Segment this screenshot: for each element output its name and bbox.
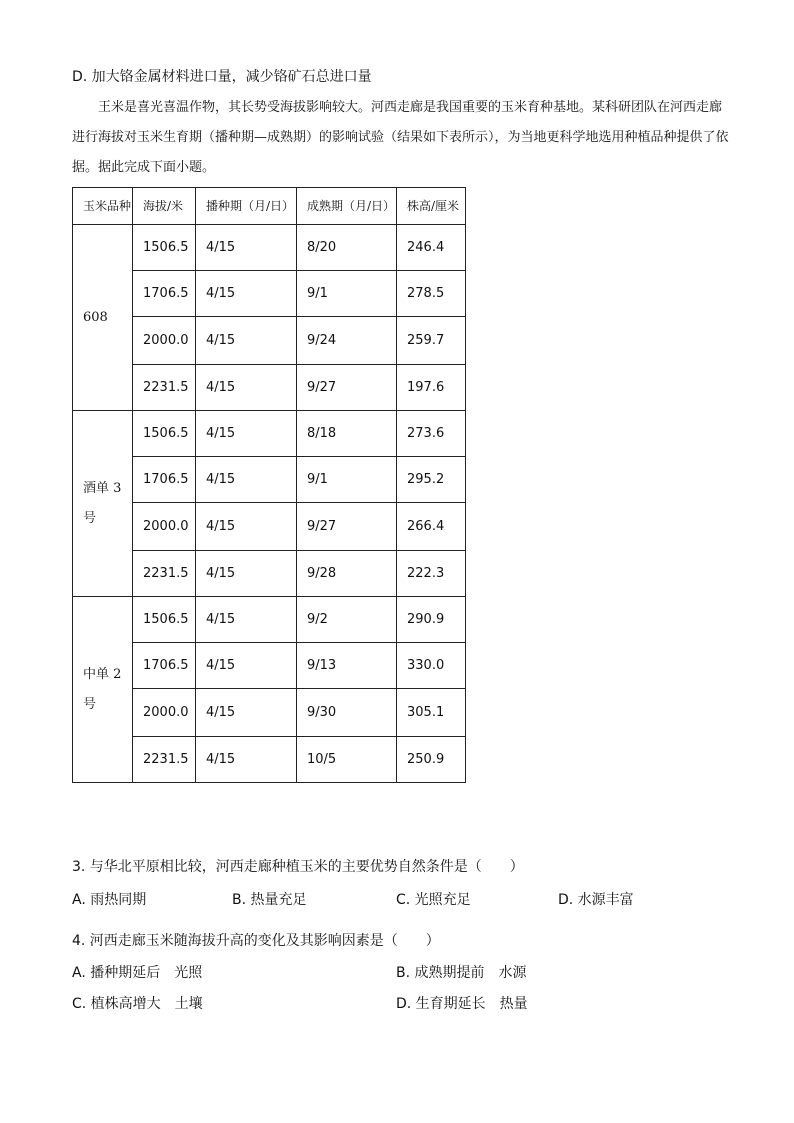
altitude-cell: 1506.5 [133, 225, 196, 271]
sowing-date-cell: 4/15 [196, 271, 297, 317]
previous-option-d: D. 加大铬金属材料进口量，减少铬矿石总进口量 [72, 69, 372, 85]
maturity-date-cell: 8/20 [297, 225, 397, 271]
sowing-date-cell: 4/15 [196, 411, 297, 457]
plant-height-cell: 259.7 [397, 317, 466, 365]
sowing-date-cell: 4/15 [196, 457, 297, 503]
sowing-date-cell: 4/15 [196, 737, 297, 783]
maturity-date-cell: 9/1 [297, 457, 397, 503]
plant-height-cell: 295.2 [397, 457, 466, 503]
header-variety: 玉米品种 [73, 188, 133, 225]
plant-height-cell: 330.0 [397, 643, 466, 689]
plant-height-cell: 197.6 [397, 365, 466, 411]
variety-cell: 酒单 3 号 [73, 411, 133, 597]
q3-option-a[interactable]: A. 雨热同期 [72, 892, 147, 908]
maturity-date-cell: 9/2 [297, 597, 397, 643]
altitude-cell: 2000.0 [133, 503, 196, 551]
plant-height-cell: 266.4 [397, 503, 466, 551]
altitude-cell: 2000.0 [133, 317, 196, 365]
question-3-stem: 3. 与华北平原相比较，河西走廊种植玉米的主要优势自然条件是（ ） [72, 859, 524, 875]
header-height: 株高/厘米 [397, 188, 466, 225]
altitude-cell: 2231.5 [133, 737, 196, 783]
q4-option-b[interactable]: B. 成熟期提前 水源 [396, 965, 527, 981]
header-sowing: 播种期（月/日） [196, 188, 297, 225]
sowing-date-cell: 4/15 [196, 551, 297, 597]
maturity-date-cell: 9/27 [297, 365, 397, 411]
plant-height-cell: 246.4 [397, 225, 466, 271]
altitude-cell: 2000.0 [133, 689, 196, 737]
altitude-cell: 1506.5 [133, 411, 196, 457]
variety-cell: 中单 2 号 [73, 597, 133, 783]
variety-cell: 608 [73, 225, 133, 411]
q3-option-b[interactable]: B. 热量充足 [232, 892, 307, 908]
plant-height-cell: 305.1 [397, 689, 466, 737]
question-4-stem: 4. 河西走廊玉米随海拔升高的变化及其影响因素是（ ） [72, 933, 440, 949]
intro-paragraph [72, 93, 732, 183]
sowing-date-cell: 4/15 [196, 689, 297, 737]
maturity-date-cell: 9/27 [297, 503, 397, 551]
q4-option-c[interactable]: C. 植株高增大 土壤 [72, 996, 203, 1012]
intro-text: 王米是喜光喜温作物，其长势受海拔影响较大。河西走廊是我国重要的玉米育种基地。某科研团队在河西走廊进行海拔对玉米生育期（播种期—成熟期）的影响试验（结果如下表所示），为当地更科学地选用种植品种提供了依据。据此完成下面小题。 [72, 100, 729, 175]
maturity-date-cell: 9/24 [297, 317, 397, 365]
table-row [73, 597, 466, 643]
q3-option-d[interactable]: D. 水源丰富 [558, 892, 634, 908]
maturity-date-cell: 9/13 [297, 643, 397, 689]
maturity-date-cell: 9/1 [297, 271, 397, 317]
altitude-cell: 1706.5 [133, 271, 196, 317]
sowing-date-cell: 4/15 [196, 225, 297, 271]
plant-height-cell: 222.3 [397, 551, 466, 597]
sowing-date-cell: 4/15 [196, 317, 297, 365]
sowing-date-cell: 4/15 [196, 597, 297, 643]
table-row [73, 411, 466, 457]
q4-option-d[interactable]: D. 生育期延长 热量 [396, 996, 528, 1012]
question-4-options-row2 [72, 993, 732, 1013]
q3-option-c[interactable]: C. 光照充足 [396, 892, 471, 908]
question-3-options [72, 889, 732, 909]
maturity-date-cell: 8/18 [297, 411, 397, 457]
sowing-date-cell: 4/15 [196, 503, 297, 551]
sowing-date-cell: 4/15 [196, 643, 297, 689]
plant-height-cell: 250.9 [397, 737, 466, 783]
question-4-options-row1 [72, 962, 732, 982]
plant-height-cell: 290.9 [397, 597, 466, 643]
altitude-cell: 1706.5 [133, 643, 196, 689]
table-row [73, 225, 466, 271]
altitude-cell: 2231.5 [133, 365, 196, 411]
altitude-cell: 1706.5 [133, 457, 196, 503]
table-header-row [73, 188, 466, 225]
maturity-date-cell: 9/28 [297, 551, 397, 597]
plant-height-cell: 278.5 [397, 271, 466, 317]
altitude-cell: 2231.5 [133, 551, 196, 597]
maize-trial-table [72, 187, 466, 783]
header-maturity: 成熟期（月/日） [297, 188, 397, 225]
sowing-date-cell: 4/15 [196, 365, 297, 411]
header-altitude: 海拔/米 [133, 188, 196, 225]
plant-height-cell: 273.6 [397, 411, 466, 457]
maturity-date-cell: 9/30 [297, 689, 397, 737]
altitude-cell: 1506.5 [133, 597, 196, 643]
q4-option-a[interactable]: A. 播种期延后 光照 [72, 965, 203, 981]
maturity-date-cell: 10/5 [297, 737, 397, 783]
